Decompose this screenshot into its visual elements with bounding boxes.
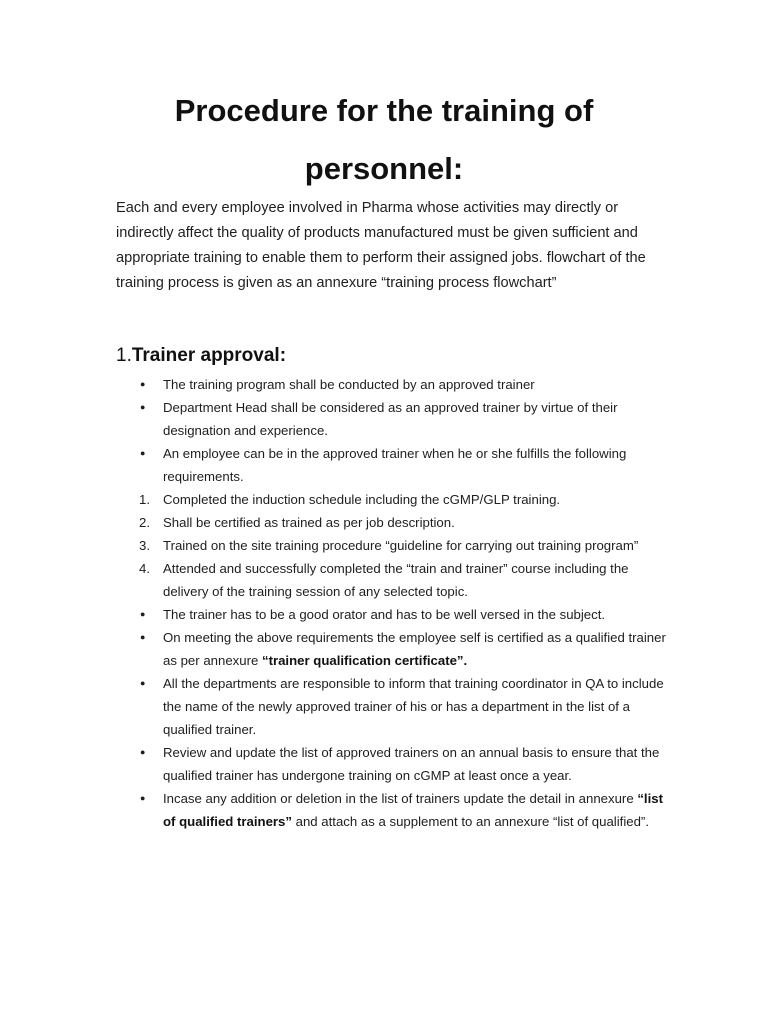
section-number: 1. <box>116 345 132 366</box>
bullet-marker: ● <box>140 747 146 757</box>
list-item-bold-text: “list of qualified trainers” <box>163 791 663 829</box>
list-item <box>116 557 676 603</box>
list-item-text: The training program shall be conducted by an approved trainer <box>163 377 535 392</box>
number-marker: 4. <box>139 561 150 576</box>
list-item-text: Review and update the list of approved trainers on an annual basis to ensure that the qualified trainer has undergone training on cGMP at least once a year. <box>163 745 660 783</box>
list-item-text: Attended and successfully completed the “train and trainer” course including the delivery of the training session of any selected topic. <box>163 561 629 599</box>
list-item-text: All the departments are responsible to inform that training coordinator in QA to include the name of the newly approved trainer of his or has a department in the list of a qualified trainer. <box>163 676 664 737</box>
list-item-text: Department Head shall be considered as an approved trainer by virtue of their designation and experience. <box>163 400 618 438</box>
bullet-marker: ● <box>140 379 146 389</box>
list-item-text: Completed the induction schedule including the cGMP/GLP training. <box>163 492 561 507</box>
page-title: Procedure for the training of personnel: <box>174 93 594 186</box>
list-item <box>116 787 676 833</box>
bullet-marker: ● <box>140 793 146 803</box>
list-item <box>116 534 676 557</box>
number-marker: 2. <box>139 515 150 530</box>
number-marker: 1. <box>139 492 150 507</box>
bullet-marker: ● <box>140 632 146 642</box>
list-item <box>116 626 676 672</box>
bullet-marker: ● <box>140 678 146 688</box>
list-item <box>116 373 676 396</box>
list-item <box>116 603 676 626</box>
list-item <box>116 442 676 488</box>
bullet-marker: ● <box>140 448 146 458</box>
list-item-text: Incase any addition or deletion in the list of trainers update the detail in annexure <box>163 791 638 806</box>
list-item <box>116 741 676 787</box>
list-item-text: Shall be certified as trained as per job description. <box>163 515 455 530</box>
number-marker: 3. <box>139 538 150 553</box>
bullet-marker: ● <box>140 609 146 619</box>
requirements-list <box>116 373 676 833</box>
section-heading-label: Trainer approval: <box>131 345 287 366</box>
list-item-text: The trainer has to be a good orator and has to be well versed in the subject. <box>163 607 606 622</box>
list-item <box>116 488 676 511</box>
list-item-text-after: and attach as a supplement to an annexure “list of qualified”. <box>291 814 649 829</box>
list-item <box>116 672 676 741</box>
bullet-marker: ● <box>140 402 146 412</box>
list-item <box>116 511 676 534</box>
list-item-text: Trained on the site training procedure “guideline for carrying out training program” <box>163 538 639 553</box>
list-item-text: An employee can be in the approved trainer when he or she fulfills the following requirements. <box>163 446 627 484</box>
section-heading <box>116 342 286 370</box>
list-item <box>116 396 676 442</box>
list-item-bold-text: “trainer qualification certificate”. <box>261 653 468 668</box>
intro-paragraph: Each and every employee involved in Pharma whose activities may directly or indirectly affect the quality of products manufactured must be given sufficient and appropriate training to enable them to perform their assigned jobs. flowchart of the training process is given as an annexure “training process flowchart” <box>116 200 646 291</box>
list-item-text: On meeting the above requirements the employee self is certified as a qualified trainer as per annexure <box>163 630 666 668</box>
